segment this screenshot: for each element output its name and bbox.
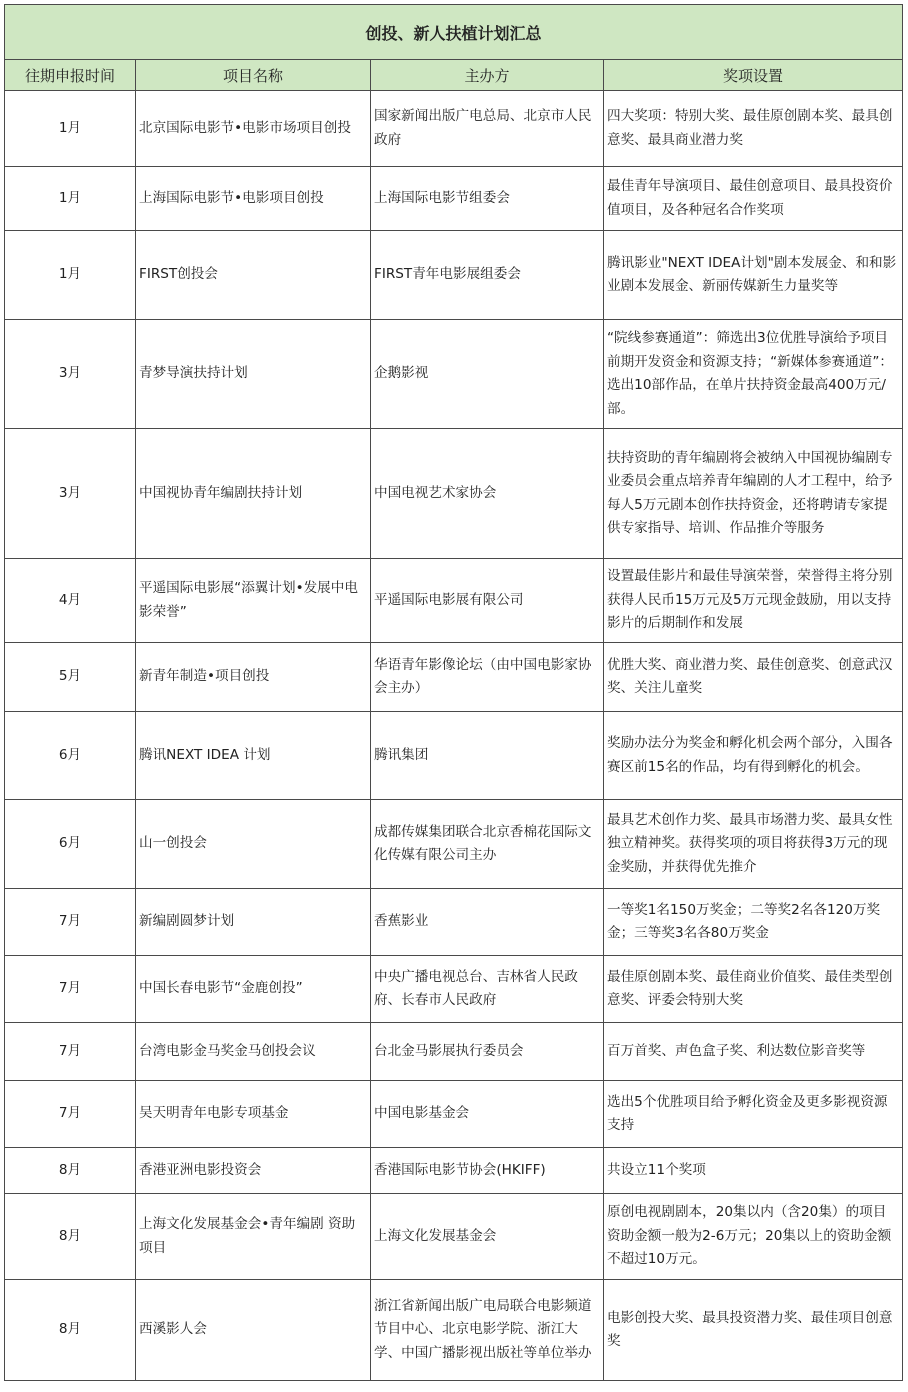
project-cell: 山一创投会 bbox=[136, 800, 371, 889]
awards-cell: 一等奖1名150万奖金；二等奖2名各120万奖金；三等奖3名各80万奖金 bbox=[604, 889, 903, 956]
organizer-cell: 香蕉影业 bbox=[371, 889, 604, 956]
organizer-cell: 中国电影基金会 bbox=[371, 1081, 604, 1148]
period-cell: 5月 bbox=[5, 643, 136, 712]
organizer-cell: 中国电视艺术家协会 bbox=[371, 429, 604, 559]
project-cell: 北京国际电影节•电影市场项目创投 bbox=[136, 91, 371, 167]
organizer-cell: 中央广播电视总台、吉林省人民政府、长春市人民政府 bbox=[371, 956, 604, 1023]
period-cell: 6月 bbox=[5, 800, 136, 889]
awards-cell: 奖励办法分为奖金和孵化机会两个部分，入围各赛区前15名的作品，均有得到孵化的机会。 bbox=[604, 712, 903, 800]
organizer-cell: 浙江省新闻出版广电局联合电影频道节目中心、北京电影学院、浙江大学、中国广播影视出版社等单位举办 bbox=[371, 1280, 604, 1381]
project-cell: 上海国际电影节•电影项目创投 bbox=[136, 167, 371, 231]
organizer-cell: 上海文化发展基金会 bbox=[371, 1194, 604, 1280]
table-row bbox=[5, 559, 903, 643]
column-header-period: 往期申报时间 bbox=[5, 60, 136, 91]
table-row bbox=[5, 1194, 903, 1280]
period-cell: 8月 bbox=[5, 1280, 136, 1381]
project-cell: 新编剧圆梦计划 bbox=[136, 889, 371, 956]
period-cell: 1月 bbox=[5, 91, 136, 167]
table-row bbox=[5, 1148, 903, 1194]
organizer-cell: 成都传媒集团联合北京香棉花国际文化传媒有限公司主办 bbox=[371, 800, 604, 889]
column-header-awards: 奖项设置 bbox=[604, 60, 903, 91]
organizer-cell: 华语青年影像论坛（由中国电影家协会主办） bbox=[371, 643, 604, 712]
period-cell: 3月 bbox=[5, 429, 136, 559]
awards-cell: 最具艺术创作力奖、最具市场潜力奖、最具女性独立精神奖。获得奖项的项目将获得3万元的现金奖励，并获得优先推介 bbox=[604, 800, 903, 889]
organizer-cell: 腾讯集团 bbox=[371, 712, 604, 800]
project-cell: 腾讯NEXT IDEA 计划 bbox=[136, 712, 371, 800]
period-cell: 7月 bbox=[5, 1023, 136, 1081]
summary-table bbox=[4, 4, 903, 1381]
table-row bbox=[5, 712, 903, 800]
table-row bbox=[5, 956, 903, 1023]
organizer-cell: 台北金马影展执行委员会 bbox=[371, 1023, 604, 1081]
project-cell: 新青年制造•项目创投 bbox=[136, 643, 371, 712]
period-cell: 7月 bbox=[5, 956, 136, 1023]
awards-cell: 扶持资助的青年编剧将会被纳入中国视协编剧专业委员会重点培养青年编剧的人才工程中，给予每人5万元剧本创作扶持资金，还将聘请专家提供专家指导、培训、作品推介等服务 bbox=[604, 429, 903, 559]
table-row bbox=[5, 1023, 903, 1081]
project-cell: 吴天明青年电影专项基金 bbox=[136, 1081, 371, 1148]
period-cell: 3月 bbox=[5, 320, 136, 429]
awards-cell: 优胜大奖、商业潜力奖、最佳创意奖、创意武汉奖、关注儿童奖 bbox=[604, 643, 903, 712]
project-cell: 台湾电影金马奖金马创投会议 bbox=[136, 1023, 371, 1081]
table-row bbox=[5, 1081, 903, 1148]
table-row bbox=[5, 643, 903, 712]
header-row bbox=[5, 60, 903, 91]
awards-cell: 电影创投大奖、最具投资潜力奖、最佳项目创意奖 bbox=[604, 1280, 903, 1381]
project-cell: 上海文化发展基金会•青年编剧 资助项目 bbox=[136, 1194, 371, 1280]
table-title: 创投、新人扶植计划汇总 bbox=[5, 5, 903, 60]
organizer-cell: 企鹅影视 bbox=[371, 320, 604, 429]
period-cell: 8月 bbox=[5, 1194, 136, 1280]
table-row bbox=[5, 320, 903, 429]
organizer-cell: 上海国际电影节组委会 bbox=[371, 167, 604, 231]
summary-table-container bbox=[4, 4, 902, 1381]
awards-cell: 腾讯影业"NEXT IDEA计划"剧本发展金、和和影业剧本发展金、新丽传媒新生力量奖等 bbox=[604, 231, 903, 320]
organizer-cell: 平遥国际电影展有限公司 bbox=[371, 559, 604, 643]
project-cell: 中国长春电影节“金鹿创投” bbox=[136, 956, 371, 1023]
organizer-cell: 国家新闻出版广电总局、北京市人民政府 bbox=[371, 91, 604, 167]
awards-cell: 百万首奖、声色盒子奖、利达数位影音奖等 bbox=[604, 1023, 903, 1081]
period-cell: 1月 bbox=[5, 167, 136, 231]
organizer-cell: FIRST青年电影展组委会 bbox=[371, 231, 604, 320]
period-cell: 7月 bbox=[5, 1081, 136, 1148]
table-row bbox=[5, 889, 903, 956]
period-cell: 7月 bbox=[5, 889, 136, 956]
awards-cell: 设置最佳影片和最佳导演荣誉，荣誉得主将分别获得人民币15万元及5万元现金鼓励，用以支持影片的后期制作和发展 bbox=[604, 559, 903, 643]
awards-cell: “院线参赛通道”：筛选出3位优胜导演给予项目前期开发资金和资源支持；“新媒体参赛通道”：选出10部作品，在单片扶持资金最高400万元/部。 bbox=[604, 320, 903, 429]
table-row bbox=[5, 429, 903, 559]
period-cell: 1月 bbox=[5, 231, 136, 320]
table-row bbox=[5, 800, 903, 889]
table-row bbox=[5, 167, 903, 231]
awards-cell: 四大奖项：特别大奖、最佳原创剧本奖、最具创意奖、最具商业潜力奖 bbox=[604, 91, 903, 167]
project-cell: 西溪影人会 bbox=[136, 1280, 371, 1381]
project-cell: 香港亚洲电影投资会 bbox=[136, 1148, 371, 1194]
project-cell: 青梦导演扶持计划 bbox=[136, 320, 371, 429]
table-row bbox=[5, 231, 903, 320]
period-cell: 6月 bbox=[5, 712, 136, 800]
column-header-project: 项目名称 bbox=[136, 60, 371, 91]
awards-cell: 共设立11个奖项 bbox=[604, 1148, 903, 1194]
title-row bbox=[5, 5, 903, 60]
project-cell: FIRST创投会 bbox=[136, 231, 371, 320]
awards-cell: 选出5个优胜项目给予孵化资金及更多影视资源支持 bbox=[604, 1081, 903, 1148]
project-cell: 中国视协青年编剧扶持计划 bbox=[136, 429, 371, 559]
table-row bbox=[5, 91, 903, 167]
organizer-cell: 香港国际电影节协会(HKIFF) bbox=[371, 1148, 604, 1194]
awards-cell: 原创电视剧剧本，20集以内（含20集）的项目资助金额一般为2-6万元；20集以上的资助金额不超过10万元。 bbox=[604, 1194, 903, 1280]
period-cell: 4月 bbox=[5, 559, 136, 643]
awards-cell: 最佳原创剧本奖、最佳商业价值奖、最佳类型创意奖、评委会特别大奖 bbox=[604, 956, 903, 1023]
awards-cell: 最佳青年导演项目、最佳创意项目、最具投资价值项目，及各种冠名合作奖项 bbox=[604, 167, 903, 231]
project-cell: 平遥国际电影展“添翼计划•发展中电影荣誉” bbox=[136, 559, 371, 643]
column-header-organizer: 主办方 bbox=[371, 60, 604, 91]
table-row bbox=[5, 1280, 903, 1381]
period-cell: 8月 bbox=[5, 1148, 136, 1194]
